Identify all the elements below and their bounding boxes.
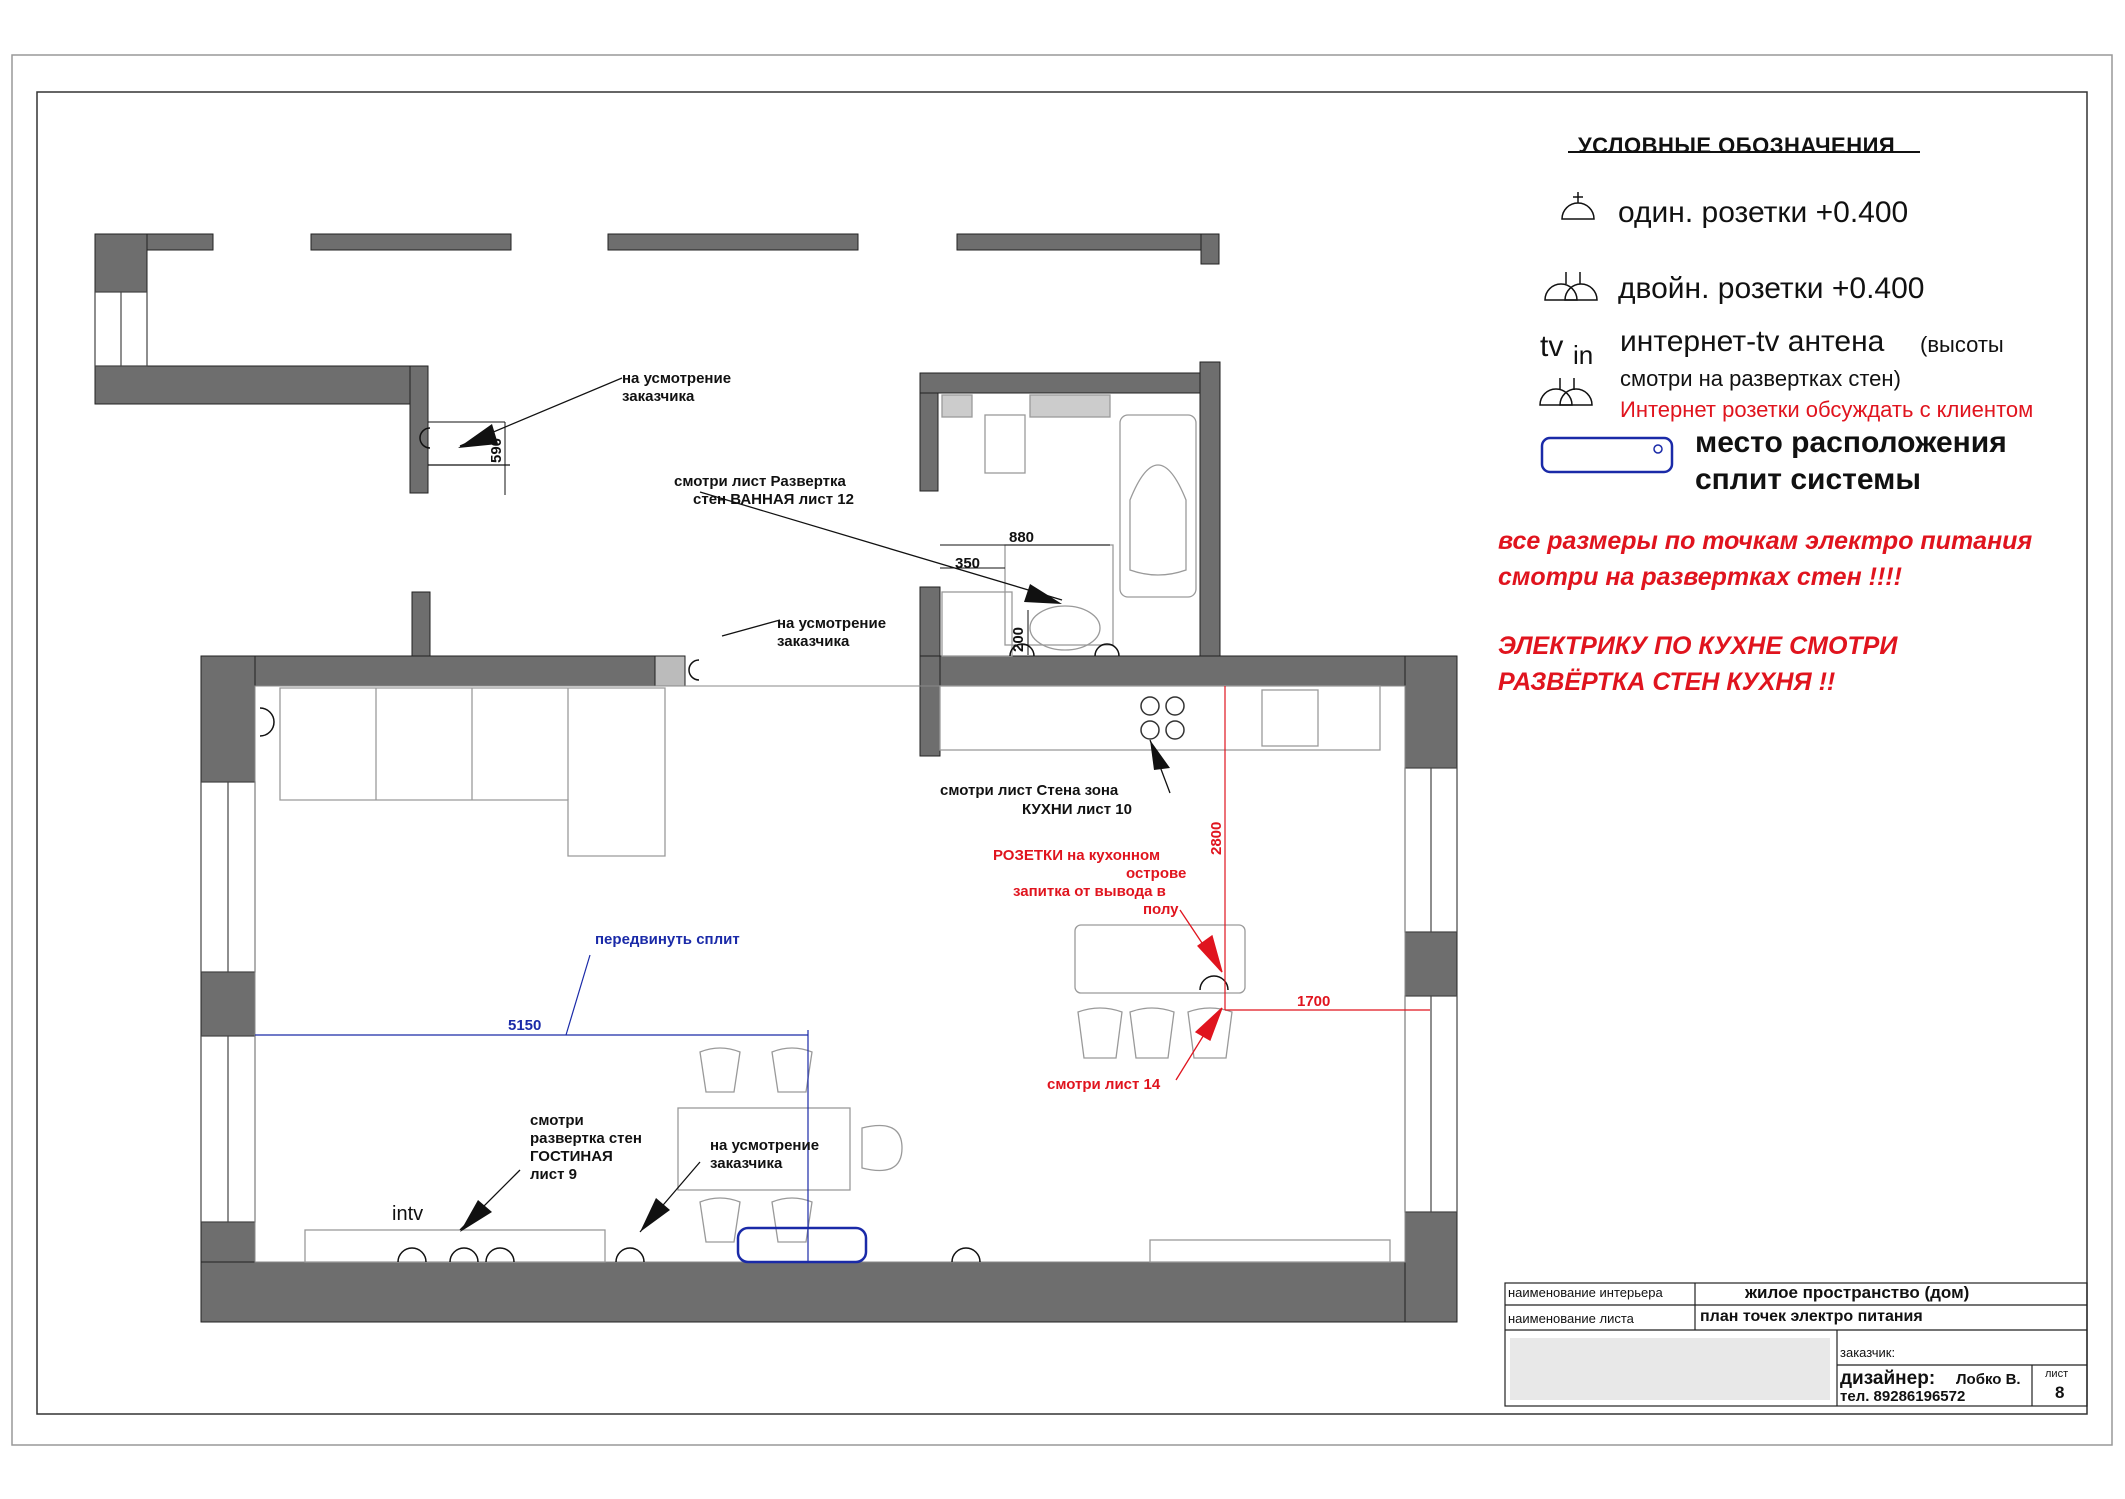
- tb-list-number: 8: [2055, 1383, 2065, 1402]
- annotation-island-c: запитка от вывода в: [1013, 883, 1166, 900]
- annotation-kitchen-wall-a: смотри лист Стена зона: [940, 782, 1119, 799]
- note-dimensions-2: смотри на развертках стен !!!!: [1498, 563, 1902, 591]
- annotation-kitchen-wall-b: КУХНИ лист 10: [1022, 801, 1132, 818]
- annotation-living-c: ГОСТИНАЯ: [530, 1148, 613, 1165]
- red-arrows: [1176, 910, 1222, 1080]
- legend-internet-tv: интернет-tv антена: [1620, 325, 1885, 358]
- annotation-bathroom-a: смотри лист Развертка: [674, 473, 846, 490]
- dim-350: 350: [955, 555, 981, 572]
- dim-590: 590: [488, 437, 505, 463]
- annotation-customer-1b: заказчика: [622, 388, 695, 405]
- annotation-move-split: передвинуть сплит: [595, 931, 740, 948]
- dim-5150: 5150: [508, 1017, 542, 1034]
- legend-split-line2: сплит системы: [1695, 463, 1921, 496]
- dim-1700: 1700: [1297, 993, 1331, 1010]
- annotation-customer-1a: на усмотрение: [622, 370, 732, 387]
- legend-split-line1: место расположения: [1695, 426, 2007, 459]
- dimension-lines: [428, 422, 1110, 655]
- red-dimension: [1225, 686, 1430, 1010]
- legend-internet-note: Интернет розетки обсуждать с клиентом: [1620, 397, 2034, 422]
- annotation-island-b: острове: [1126, 865, 1187, 882]
- tb-phone: тел. 89286196572: [1840, 1388, 1966, 1405]
- dim-200: 200: [1010, 626, 1027, 652]
- legend-title: УСЛОВНЫЕ ОБОЗНАЧЕНИЯ: [1578, 133, 1896, 158]
- legend-tv-symbol: tv: [1540, 330, 1564, 363]
- annotation-bathroom-b: стен ВАННАЯ лист 12: [693, 491, 854, 508]
- tb-sheet-label: наименование листа: [1508, 1311, 1634, 1326]
- annotation-customer-2b: заказчика: [777, 633, 850, 650]
- legend-single-outlet: один. розетки +0.400: [1618, 196, 1909, 229]
- annotation-customer-3a: на усмотрение: [710, 1137, 820, 1154]
- cooktop: [1141, 697, 1184, 739]
- annotation-customer-3b: заказчика: [710, 1155, 783, 1172]
- legend-split-dot: [1654, 445, 1662, 453]
- bathroom-fixtures: [942, 395, 1196, 656]
- note-kitchen-2: РАЗВЁРТКА СТЕН КУХНЯ !!: [1498, 668, 1836, 696]
- tb-sheet-value: план точек электро питания: [1700, 1308, 1923, 1325]
- legend-internet-tv-paren: (высоты: [1920, 332, 2004, 357]
- legend-double-outlet: двойн. розетки +0.400: [1618, 272, 1925, 305]
- dim-880: 880: [1009, 529, 1035, 546]
- tb-interior-label: наименование интерьера: [1508, 1285, 1663, 1300]
- annotation-living-b: развертка стен: [530, 1130, 642, 1147]
- annotation-customer-2a: на усмотрение: [777, 615, 887, 632]
- annotation-living-d: лист 9: [530, 1166, 577, 1183]
- legend-split-symbol: [1542, 438, 1672, 472]
- legend-internet-tv-line2: смотри на развертках стен): [1620, 366, 1901, 391]
- dim-2800: 2800: [1208, 821, 1225, 855]
- room-inner-outline: [255, 686, 1405, 1262]
- annotation-island-d: полу: [1143, 901, 1179, 918]
- annotation-island-a: РОЗЕТКИ на кухонном: [993, 847, 1161, 864]
- legend-in-symbol: in: [1573, 340, 1594, 370]
- tb-customer-label: заказчик:: [1840, 1345, 1896, 1360]
- furniture: [280, 686, 1390, 1262]
- note-kitchen-1: ЭЛЕКТРИКУ ПО КУХНЕ СМОТРИ: [1498, 632, 1898, 660]
- split-system-marker: [738, 1228, 866, 1262]
- annotation-living-a: смотри: [530, 1112, 584, 1129]
- annotation-intv: intv: [392, 1203, 424, 1225]
- tb-list-label: лист: [2045, 1368, 2069, 1380]
- note-dimensions-1: все размеры по точкам электро питания: [1498, 527, 2033, 555]
- annotation-sheet-14: смотри лист 14: [1047, 1076, 1161, 1093]
- tb-designer-name: Лобко В.: [1956, 1371, 2021, 1388]
- blurred-customer-info: [1510, 1338, 1830, 1400]
- tb-interior-value: жилое пространство (дом): [1745, 1283, 1970, 1302]
- chairs: [700, 1008, 1232, 1242]
- tb-designer-label: дизайнер:: [1840, 1368, 1936, 1389]
